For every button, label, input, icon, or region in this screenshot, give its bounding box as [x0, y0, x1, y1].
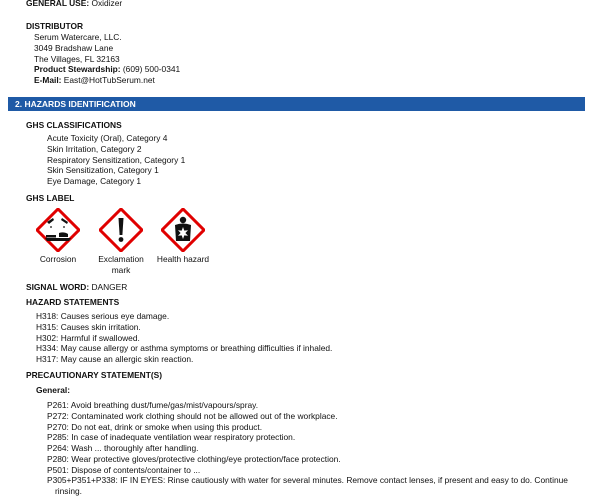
precautionary-statement — [47, 465, 587, 476]
corrosion-icon — [36, 208, 80, 252]
distributor-stewardship — [34, 64, 180, 75]
precautionary-text: Contaminated work clothing should not be allowed out of the workplace. — [71, 410, 338, 421]
distributor-company: Serum Watercare, LLC. — [34, 32, 122, 42]
precautionary-text: Wash ... thoroughly after handling. — [71, 443, 199, 453]
distributor-email — [34, 75, 180, 86]
precautionary-statement — [47, 411, 587, 422]
distributor-city: The Villages, FL 32163 — [34, 53, 120, 64]
precautionary-continuation: rinsing. — [55, 486, 82, 496]
precautionary-list — [47, 400, 587, 497]
precautionary-code: P285: — [47, 432, 69, 443]
precautionary-text: In case of inadequate ventilation wear respiratory protection. — [71, 432, 296, 443]
exclamation-mark-icon — [99, 208, 143, 252]
hazard-code: H318: — [36, 311, 59, 321]
ghs-classifications-heading: GHS CLASSIFICATIONS — [26, 120, 122, 130]
hazard-text: Causes serious eye damage. — [60, 311, 170, 321]
email-value: East@HotTubSerum.net — [63, 75, 155, 85]
precautionary-statement — [47, 422, 587, 433]
precautionary-text: Do not eat, drink or smoke when using this product. — [71, 421, 263, 432]
signal-word-row — [26, 282, 127, 293]
hazard-statement — [36, 333, 332, 344]
precautionary-general-heading: General: — [36, 385, 70, 395]
pictogram-exclamation — [92, 208, 150, 276]
precautionary-code: P280: — [47, 453, 69, 464]
precautionary-heading: PRECAUTIONARY STATEMENT(S) — [26, 370, 163, 380]
email-label: E-Mail: — [34, 75, 62, 85]
precautionary-statement — [47, 443, 587, 454]
hazard-code: H302: — [36, 332, 59, 343]
ghs-classification-item: Respiratory Sensitization, Category 1 — [47, 154, 186, 165]
hazard-code: H315: — [36, 321, 59, 332]
stewardship-label: Product Stewardship: — [34, 64, 121, 75]
ghs-classification-item: Skin Irritation, Category 2 — [47, 143, 142, 154]
precautionary-text: IF IN EYES: Rinse cautiously with water for several minutes. Remove contact lenses, if present and easy to do. Continue — [120, 475, 568, 486]
ghs-classification-item: Eye Damage, Category 1 — [47, 176, 142, 186]
precautionary-code: P264: — [47, 443, 69, 453]
ghs-classification-item: Acute Toxicity (Oral), Category 4 — [47, 133, 168, 143]
precautionary-code: P501: — [47, 464, 69, 475]
precautionary-code: P270: — [47, 421, 69, 432]
precautionary-text: Dispose of contents/container to ... — [71, 464, 201, 475]
hazard-statement — [36, 354, 332, 365]
hazard-statements-list — [36, 311, 332, 365]
pictogram-health-hazard — [152, 208, 214, 265]
pictogram-exclamation-label: Exclamation mark — [98, 254, 144, 275]
stewardship-value: (609) 500-0341 — [122, 64, 181, 75]
precautionary-text: Avoid breathing dust/fume/gas/mist/vapours/spray. — [70, 400, 259, 410]
general-use-value: Oxidizer — [91, 0, 123, 8]
ghs-classification-item: Skin Sensitization, Category 1 — [47, 165, 159, 176]
precautionary-text: Wear protective gloves/protective clothing/eye protection/face protection. — [71, 453, 341, 464]
distributor-street: 3049 Bradshaw Lane — [34, 42, 114, 53]
general-use-row — [26, 0, 122, 9]
hazard-statement — [36, 343, 332, 354]
precautionary-code: P261: — [47, 400, 69, 410]
pictogram-corrosion — [28, 208, 88, 265]
hazard-code: H317: — [36, 354, 59, 364]
hazard-statement — [36, 322, 332, 333]
hazard-text: Harmful if swallowed. — [60, 332, 140, 343]
hazard-statements-heading: HAZARD STATEMENTS — [26, 297, 120, 307]
precautionary-code: P305+P351+P338: — [47, 475, 118, 486]
hazard-text: Causes skin irritation. — [60, 321, 141, 332]
pictogram-health-hazard-label: Health hazard — [156, 254, 210, 264]
signal-word-value: DANGER — [91, 282, 128, 292]
hazard-text: May cause allergy or asthma symptoms or breathing difficulties if inhaled. — [60, 343, 333, 354]
ghs-label-heading: GHS LABEL — [26, 193, 75, 203]
precautionary-statement — [47, 400, 587, 411]
hazard-text: May cause an allergic skin reaction. — [60, 354, 194, 364]
health-hazard-icon — [161, 208, 205, 252]
precautionary-statement — [47, 432, 587, 443]
section-2-title: 2. HAZARDS IDENTIFICATION — [8, 97, 585, 111]
ghs-classifications-list — [47, 133, 185, 187]
precautionary-code: P272: — [47, 410, 69, 421]
signal-word-label: SIGNAL WORD: — [26, 282, 90, 292]
pictogram-corrosion-label: Corrosion — [39, 254, 77, 264]
precautionary-statement — [47, 475, 587, 486]
distributor-block — [34, 32, 180, 86]
general-use-label: GENERAL USE: — [26, 0, 90, 8]
hazard-code: H334: — [36, 343, 59, 354]
distributor-heading: DISTRIBUTOR — [26, 21, 84, 31]
precautionary-statement — [47, 454, 587, 465]
hazard-statement — [36, 311, 332, 322]
